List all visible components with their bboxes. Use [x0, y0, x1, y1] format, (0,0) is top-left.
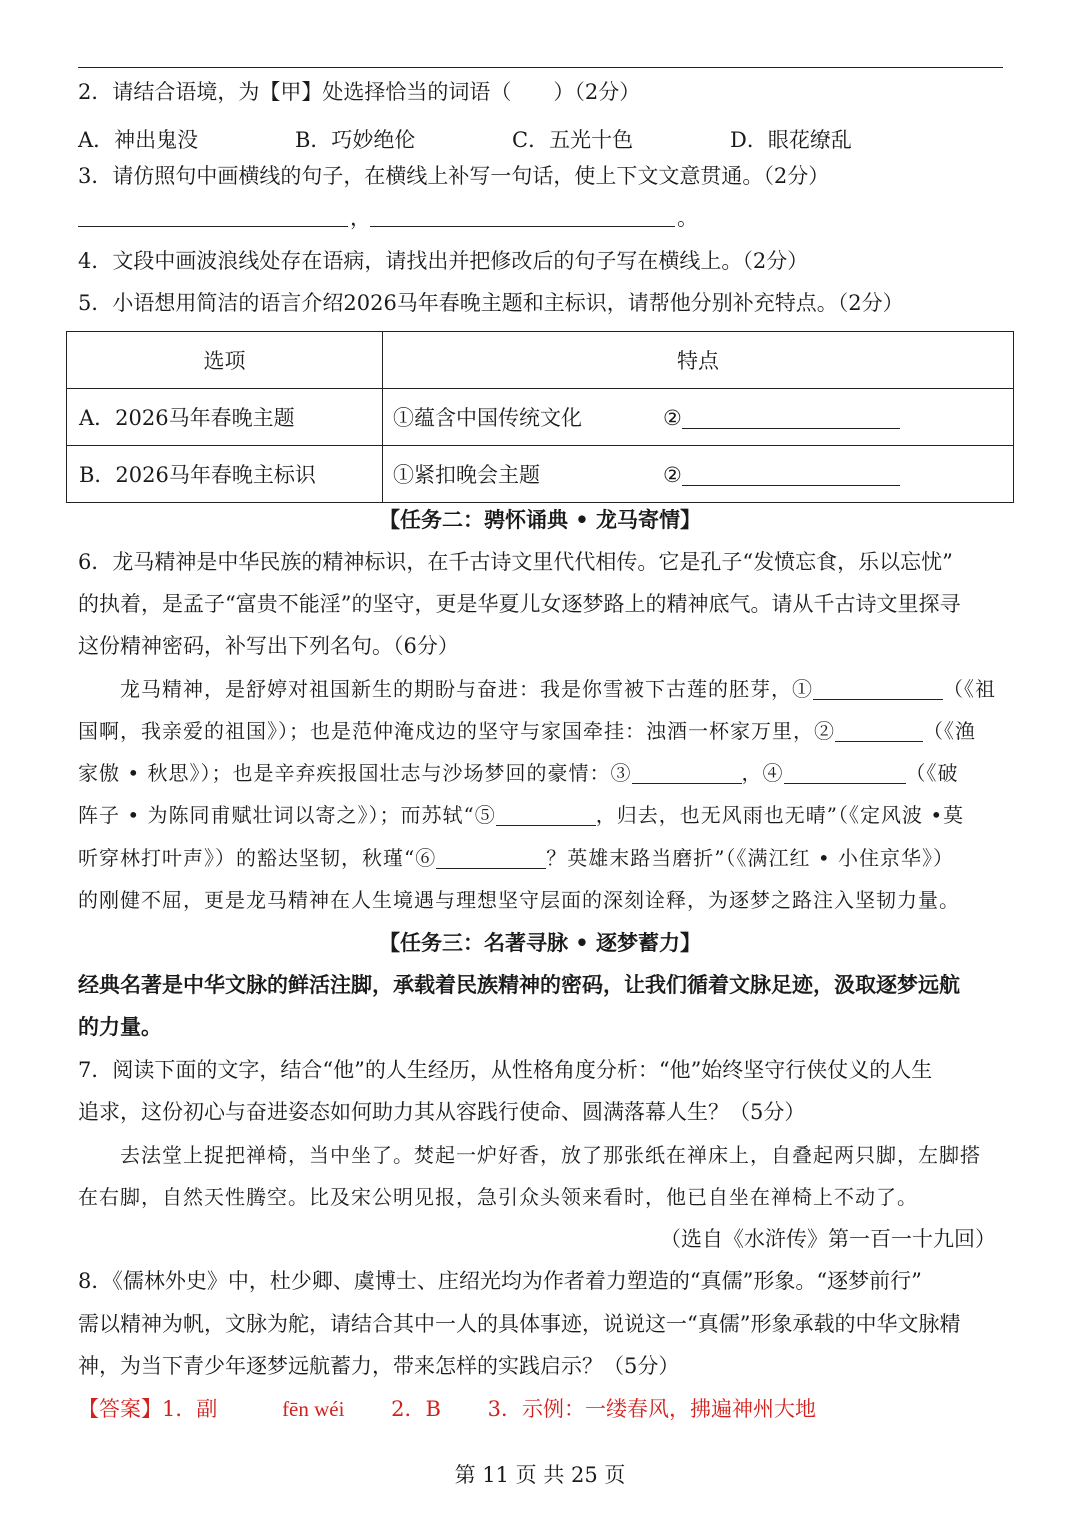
question-2: 2．请结合语境，为【甲】处选择恰当的词语（ ）（2分）: [78, 80, 641, 104]
table-row: [67, 389, 1014, 446]
feature-2-marker: ②: [663, 406, 682, 430]
blank-6[interactable]: [436, 846, 546, 869]
poem-line-6: 的刚健不屈，更是龙马精神在人生境遇与理想坚守层面的深刻诠释，为逐梦之路注入坚韧力量。: [78, 888, 960, 912]
question-8-line-1: 8．《儒林外史》中，杜少卿、虞博士、庄绍光均为作者着力塑造的“真儒”形象。“逐梦前行”: [78, 1269, 922, 1293]
question-3: 3．请仿照句中画横线的句子，在横线上补写一句话，使上下文文意贯通。（2分）: [78, 164, 830, 188]
page-number: 第 11 页 共 25 页: [454, 1463, 626, 1487]
answer-3: 3．示例：一缕春风，拂遍神州大地: [487, 1397, 816, 1421]
excerpt-line-1: 去法堂上捉把禅椅，当中坐了。焚起一炉好香，放了那张纸在禅床上，自叠起两只脚，左脚搭: [120, 1143, 981, 1167]
answer-pinyin: fēn wéi: [282, 1397, 345, 1421]
row-feature: [383, 389, 1014, 446]
table-header-row: [67, 332, 1014, 389]
blank-3[interactable]: [632, 761, 742, 784]
feature-table: [66, 331, 1014, 503]
question-4: 4．文段中画波浪线处存在语病，请找出并把修改后的句子写在横线上。（2分）: [78, 249, 809, 273]
question-6-line-3: 这份精神密码，补写出下列名句。（6分）: [78, 634, 459, 658]
header-feature: 特点: [383, 332, 1014, 389]
table-row: [67, 446, 1014, 503]
excerpt-source: （选自《水浒传》第一百一十九回）: [660, 1227, 996, 1251]
blank-5[interactable]: [496, 803, 596, 826]
feature-1: ①紧扣晚会主题: [393, 463, 540, 487]
row-option: A．2026马年春晚主题: [67, 389, 383, 446]
option-a: A．神出鬼没: [78, 128, 199, 152]
option-b: B．巧妙绝伦: [295, 128, 416, 152]
question-6-line-2: 的执着，是孟子“富贵不能淫”的坚守，更是华夏儿女逐梦路上的精神底气。请从千古诗文里探寻: [78, 592, 961, 616]
feature-2-marker: ②: [663, 463, 682, 487]
feature-2-blank[interactable]: [682, 463, 900, 486]
poem-line-5: 听穿林打叶声》）的豁达坚韧，秋瑾“⑥ ？英雄末路当磨折”（《满江红 • 小住京华》）: [78, 846, 954, 870]
header-option: 选项: [67, 332, 383, 389]
task-3-heading: 【任务三：名著寻脉 • 逐梦蓄力】: [378, 930, 702, 955]
comma: ，: [350, 206, 371, 230]
answer-blank-1[interactable]: [78, 226, 348, 227]
feature-1: ①蕴含中国传统文化: [393, 406, 582, 430]
answer-2: 2．B: [391, 1397, 441, 1421]
question-8-line-2: 需以精神为帆，文脉为舵，请结合其中一人的具体事迹，说说这一“真儒”形象承载的中华文脉精: [78, 1312, 961, 1336]
blank-4[interactable]: [784, 761, 906, 784]
blank-1[interactable]: [813, 677, 943, 700]
poem-line-1: 龙马精神，是舒婷对祖国新生的期盼与奋进：我是你雪被下古莲的胚芽，① （《祖: [120, 677, 996, 701]
question-6-line-1: 6．龙马精神是中华民族的精神标识，在千古诗文里代代相传。它是孔子“发愤忘食，乐以忘忧”: [78, 550, 953, 574]
poem-line-3: 家傲 • 秋思》）；也是辛弃疾报国壮志与沙场梦回的豪情：③ ，④ （《破: [78, 761, 959, 785]
period: 。: [677, 206, 698, 230]
question-8-line-3: 神，为当下青少年逐梦远航蓄力，带来怎样的实践启示？（5分）: [78, 1354, 680, 1378]
top-rule: [78, 67, 1003, 68]
question-5: 5．小语想用简洁的语言介绍2026马年春晚主题和主标识，请帮他分别补充特点。（2分）: [78, 291, 904, 315]
option-d: D．眼花缭乱: [730, 128, 852, 152]
task-2-heading: 【任务二：骋怀诵典 • 龙马寄情】: [378, 507, 702, 532]
answer-label: 【答案】1．副: [78, 1397, 218, 1421]
blank-2[interactable]: [835, 719, 923, 742]
answer-line: [78, 1394, 816, 1424]
answer-blank-2[interactable]: [370, 226, 675, 227]
feature-2-blank[interactable]: [682, 406, 900, 429]
poem-line-2: 国啊，我亲爱的祖国》）；也是范仲淹戍边的坚守与家国牵挂：浊酒一杯家万里，② （《渔: [78, 719, 976, 743]
question-7-line-1: 7．阅读下面的文字，结合“他”的人生经历，从性格角度分析：“他”始终坚守行侠仗义的人生: [78, 1058, 933, 1082]
poem-line-4: 阵子 • 为陈同甫赋壮词以寄之》）；而苏轼“⑤ ，归去，也无风雨也无晴”（《定风波 •莫: [78, 803, 965, 827]
row-option: B．2026马年春晚主标识: [67, 446, 383, 503]
task-3-intro-line-1: 经典名著是中华文脉的鲜活注脚，承载着民族精神的密码，让我们循着文脉足迹，汲取逐梦远航: [78, 972, 960, 997]
question-7-line-2: 追求，这份初心与奋进姿态如何助力其从容践行使命、圆满落幕人生？（5分）: [78, 1100, 806, 1124]
option-c: C．五光十色: [512, 128, 634, 152]
row-feature: [383, 446, 1014, 503]
excerpt-line-2: 在右脚，自然天性腾空。比及宋公明见报，急引众头领来看时，他已自坐在禅椅上不动了。: [78, 1185, 918, 1209]
task-3-intro-line-2: 的力量。: [78, 1014, 162, 1039]
